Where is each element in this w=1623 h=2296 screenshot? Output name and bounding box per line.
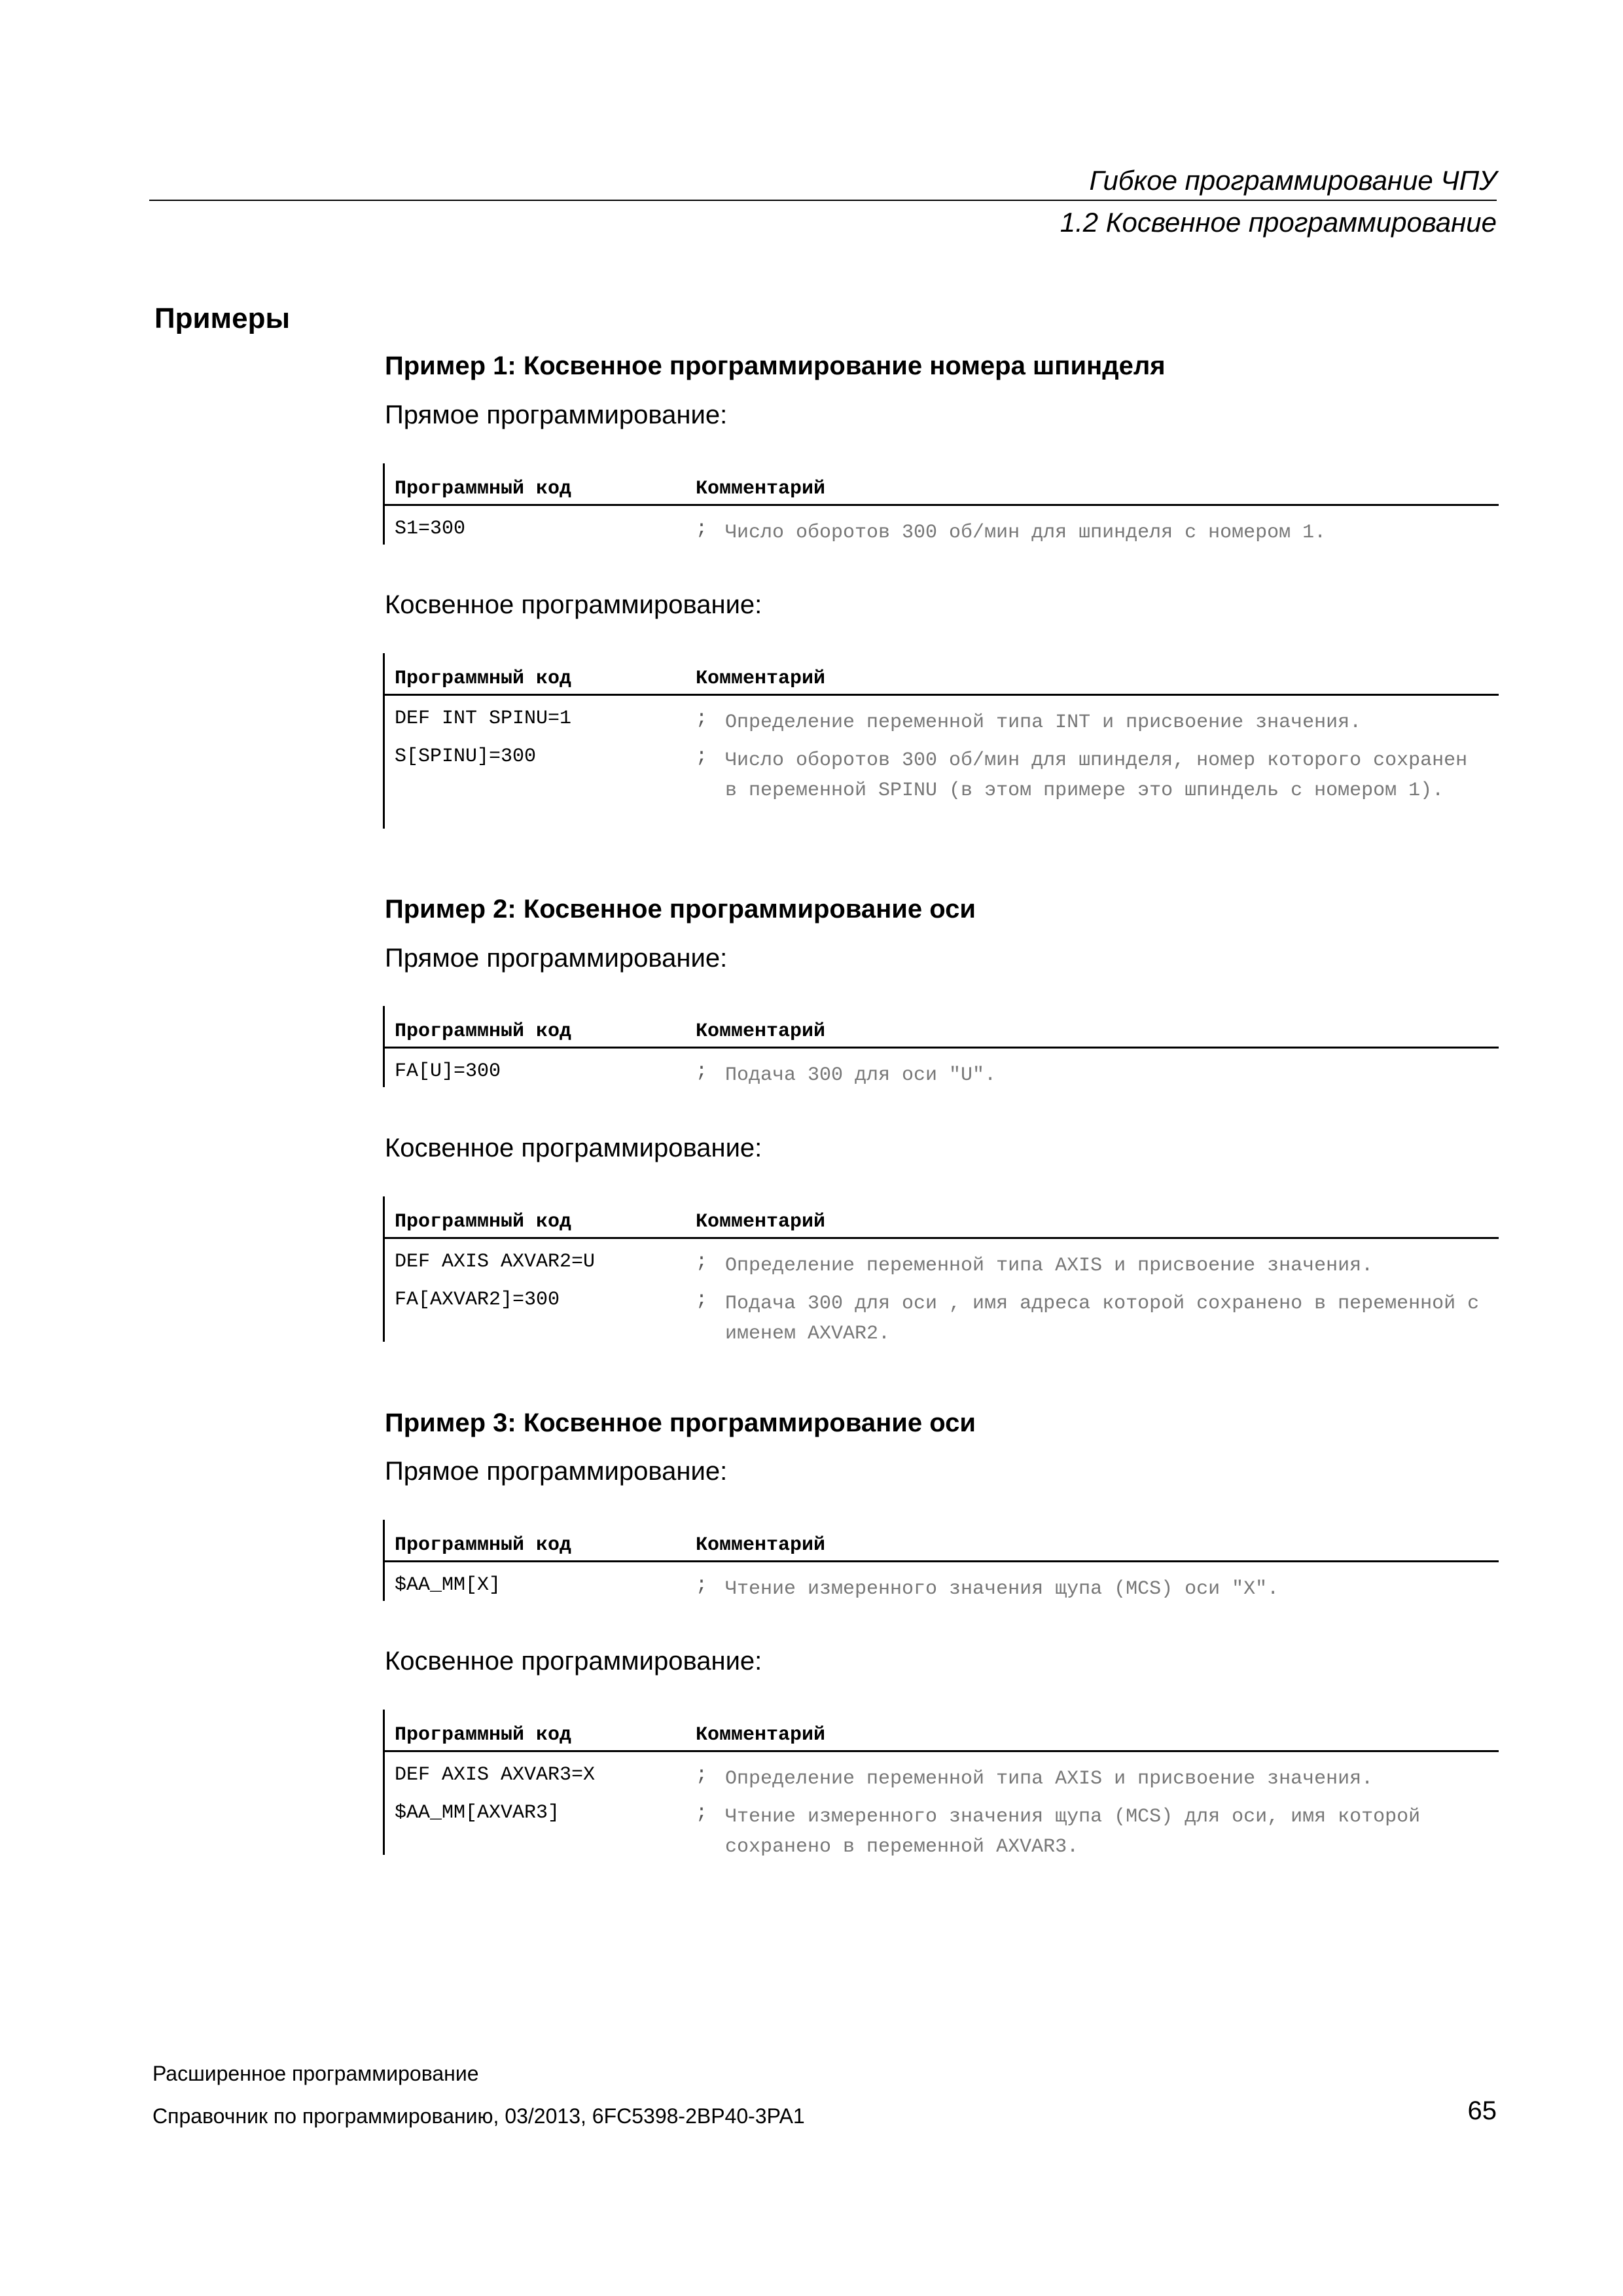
table-header xyxy=(385,1006,1499,1049)
col-code-header: Программный код xyxy=(395,478,572,500)
example-2-direct-label: Прямое программирование: xyxy=(385,944,728,973)
example-2-indirect-table xyxy=(383,1196,1499,1345)
table-header xyxy=(385,1710,1499,1752)
footer-doc-info: Справочник по программированию, 03/2013, 6FC5398-2BP40-3PA1 xyxy=(152,2104,805,2128)
code-cell: DEF AXIS AXVAR3=X xyxy=(395,1764,596,1786)
code-cell: S1=300 xyxy=(395,518,466,540)
semicolon: ; xyxy=(696,518,708,540)
table-header xyxy=(385,1520,1499,1562)
semicolon: ; xyxy=(696,708,708,730)
col-code-header: Программный код xyxy=(395,668,572,690)
example-1-direct-label: Прямое программирование: xyxy=(385,401,728,429)
running-header-subtitle: 1.2 Косвенное программирование xyxy=(1060,207,1497,238)
col-code-header: Программный код xyxy=(395,1211,572,1233)
page-number: 65 xyxy=(1467,2096,1497,2125)
example-1-indirect-table xyxy=(383,653,1499,829)
col-code-header: Программный код xyxy=(395,1020,572,1043)
example-3-direct-table xyxy=(383,1520,1499,1601)
example-3-title: Пример 3: Косвенное программирование оси xyxy=(385,1408,976,1437)
comment-cell: Определение переменной типа AXIS и присвоение значения. xyxy=(725,1255,1374,1277)
example-3-indirect-table xyxy=(383,1710,1499,1858)
comment-cell: Чтение измеренного значения щупа (MCS) для оси, имя которой сохранено в переменной AXVAR3. xyxy=(725,1806,1421,1858)
table-header xyxy=(385,653,1499,696)
semicolon: ; xyxy=(696,1802,708,1824)
col-comment-header: Комментарий xyxy=(696,1211,826,1233)
header-rule xyxy=(149,200,1497,201)
footer-doc-title: Расширенное программирование xyxy=(152,2062,479,2085)
code-cell: FA[AXVAR2]=300 xyxy=(395,1289,560,1311)
table-header xyxy=(385,1196,1499,1239)
example-2-title: Пример 2: Косвенное программирование оси xyxy=(385,895,976,924)
comment-cell: Определение переменной типа INT и присвоение значения. xyxy=(725,711,1362,734)
code-cell: FA[U]=300 xyxy=(395,1060,501,1083)
code-cell: DEF AXIS AXVAR2=U xyxy=(395,1251,596,1273)
comment-cell: Чтение измеренного значения щупа (MCS) оси "X". xyxy=(725,1578,1279,1600)
comment-cell: Подача 300 для оси "U". xyxy=(725,1064,997,1086)
col-comment-header: Комментарий xyxy=(696,1534,826,1556)
comment-cell: Подача 300 для оси , имя адреса которой сохранено в переменной с именем AXVAR2. xyxy=(725,1293,1480,1345)
semicolon: ; xyxy=(696,1251,708,1273)
semicolon: ; xyxy=(696,1289,708,1311)
semicolon: ; xyxy=(696,1574,708,1596)
table-header xyxy=(385,463,1499,506)
col-comment-header: Комментарий xyxy=(696,1020,826,1043)
comment-cell: Число оборотов 300 об/мин для шпинделя, номер которого сохранен в переменной SPINU (в этом примере это шпиндель с номером 1). xyxy=(725,749,1468,802)
col-comment-header: Комментарий xyxy=(696,478,826,500)
code-cell: $AA_MM[X] xyxy=(395,1574,501,1596)
example-1-direct-table xyxy=(383,463,1499,545)
semicolon: ; xyxy=(696,745,708,768)
example-1-title: Пример 1: Косвенное программирование номера шпинделя xyxy=(385,351,1166,380)
semicolon: ; xyxy=(696,1060,708,1083)
example-1-indirect-label: Косвенное программирование: xyxy=(385,590,762,619)
comment-cell: Число оборотов 300 об/мин для шпинделя с номером 1. xyxy=(725,522,1327,544)
col-comment-header: Комментарий xyxy=(696,1724,826,1746)
comment-cell: Определение переменной типа AXIS и присвоение значения. xyxy=(725,1768,1374,1790)
example-2-indirect-label: Косвенное программирование: xyxy=(385,1134,762,1162)
code-cell: S[SPINU]=300 xyxy=(395,745,537,768)
running-header-title: Гибкое программирование ЧПУ xyxy=(1089,165,1497,196)
col-code-header: Программный код xyxy=(395,1724,572,1746)
semicolon: ; xyxy=(696,1764,708,1786)
col-comment-header: Комментарий xyxy=(696,668,826,690)
example-3-indirect-label: Косвенное программирование: xyxy=(385,1647,762,1676)
code-cell: $AA_MM[AXVAR3] xyxy=(395,1802,560,1824)
section-title: Примеры xyxy=(154,302,291,334)
example-3-direct-label: Прямое программирование: xyxy=(385,1457,728,1486)
example-2-direct-table xyxy=(383,1006,1499,1087)
col-code-header: Программный код xyxy=(395,1534,572,1556)
code-cell: DEF INT SPINU=1 xyxy=(395,708,572,730)
